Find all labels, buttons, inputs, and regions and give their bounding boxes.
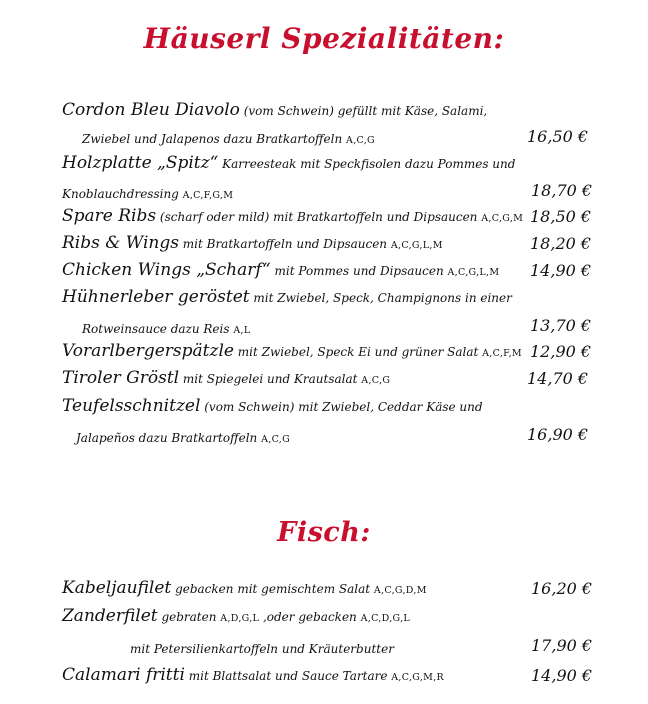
dish-description: (scharf oder mild) mit Bratkartoffeln und Dipsaucen — [156, 210, 482, 224]
dish-description: gebacken mit gemischtem Salat — [171, 582, 374, 596]
dish-name: Zanderfilet — [62, 606, 158, 626]
menu-item-huehnerleber — [62, 287, 512, 307]
menu-item-zanderfilet — [62, 606, 410, 626]
price: 16,90 € — [527, 425, 589, 444]
dish-description: Jalapeños dazu Bratkartoffeln — [76, 431, 262, 445]
dish-name: Tiroler Gröstl — [62, 368, 180, 388]
allergen-codes: A,C,G — [261, 434, 291, 445]
price: 16,50 € — [527, 127, 589, 146]
price: 17,90 € — [531, 636, 593, 655]
dish-description: (vom Schwein) mit Zwiebel, Ceddar Käse und — [200, 400, 483, 414]
menu-item-kabeljaufilet — [62, 578, 427, 598]
price: 18,50 € — [530, 207, 592, 226]
menu-item-spaetzle — [62, 341, 522, 361]
dish-description: mit Petersilienkartoffeln und Kräuterbutter — [130, 642, 394, 656]
section-title-spezialitaeten: Häuserl Spezialitäten: — [143, 22, 505, 55]
menu-item-cordon-bleu-line2 — [82, 128, 375, 147]
dish-description: (vom Schwein) gefüllt mit Käse, Salami, — [239, 104, 488, 118]
menu-item-groestl — [62, 368, 390, 388]
allergen-codes: A,C,G,D,M — [373, 585, 427, 596]
price: 16,20 € — [531, 579, 593, 598]
dish-description: gebraten — [157, 610, 221, 624]
allergen-codes: A,C,D,G,L — [360, 613, 411, 624]
dish-name: Vorarlbergerspätzle — [62, 341, 234, 361]
dish-name: Spare Ribs — [62, 206, 157, 226]
section-title-fisch: Fisch: — [277, 517, 371, 548]
price: 14,70 € — [527, 369, 589, 388]
dish-description: mit Spiegelei und Krautsalat — [179, 372, 362, 386]
allergen-codes: A,D,G,L — [220, 613, 260, 624]
dish-description: mit Pommes und Dipsaucen — [270, 264, 448, 278]
dish-description-alt: ,oder gebacken — [259, 610, 361, 624]
dish-name: Holzplatte „Spitz“ — [62, 153, 219, 173]
menu-item-cordon-bleu — [62, 100, 487, 120]
allergen-codes: A,C,G,L,M — [390, 240, 443, 251]
price: 18,70 € — [531, 181, 593, 200]
menu-item-holzplatte — [62, 153, 515, 173]
allergen-codes: A,C,F,M — [482, 348, 522, 359]
allergen-codes: A,L — [233, 325, 251, 336]
menu-item-holzplatte-line2 — [62, 183, 233, 202]
dish-name: Cordon Bleu Diavolo — [62, 100, 240, 120]
price: 13,70 € — [530, 316, 592, 335]
price: 12,90 € — [530, 342, 592, 361]
menu-item-huehnerleber-line2 — [82, 318, 250, 337]
price: 14,90 € — [531, 666, 593, 685]
dish-description: mit Zwiebel, Speck, Champignons in einer — [249, 291, 512, 305]
menu-item-chicken-wings — [62, 260, 499, 280]
dish-description: mit Zwiebel, Speck Ei und grüner Salat — [233, 345, 483, 359]
menu-item-teufelsschnitzel-line2 — [76, 427, 290, 446]
dish-name: Hühnerleber geröstet — [62, 287, 250, 307]
price: 14,90 € — [530, 261, 592, 280]
dish-description: mit Blattsalat und Sauce Tartare — [184, 669, 392, 683]
menu-item-calamari — [62, 665, 444, 685]
dish-description: Karreesteak mit Speckfisolen dazu Pommes und — [218, 157, 516, 171]
allergen-codes: A,C,G,M — [481, 213, 524, 224]
allergen-codes: A,C,G,L,M — [447, 267, 500, 278]
menu-item-zanderfilet-line2 — [130, 638, 394, 657]
menu-item-teufelsschnitzel — [62, 396, 483, 416]
dish-name: Calamari fritti — [62, 665, 185, 685]
dish-description: mit Bratkartoffeln und Dipsaucen — [178, 237, 391, 251]
dish-description: Knoblauchdressing — [62, 187, 183, 201]
allergen-codes: A,C,F,G,M — [182, 190, 234, 201]
allergen-codes: A,C,G — [361, 375, 391, 386]
dish-description: Rotweinsauce dazu Reis — [82, 322, 234, 336]
allergen-codes: A,C,G — [346, 135, 375, 146]
dish-name: Ribs & Wings — [62, 233, 179, 253]
dish-name: Teufelsschnitzel — [62, 396, 201, 416]
allergen-codes: A,C,G,M,R — [391, 672, 444, 683]
menu-item-ribs-wings — [62, 233, 443, 253]
dish-description: Zwiebel und Jalapenos dazu Bratkartoffeln — [82, 132, 347, 146]
menu-item-spare-ribs — [62, 206, 523, 226]
dish-name: Kabeljaufilet — [62, 578, 172, 598]
dish-name: Chicken Wings „Scharf“ — [62, 260, 271, 280]
price: 18,20 € — [530, 234, 592, 253]
